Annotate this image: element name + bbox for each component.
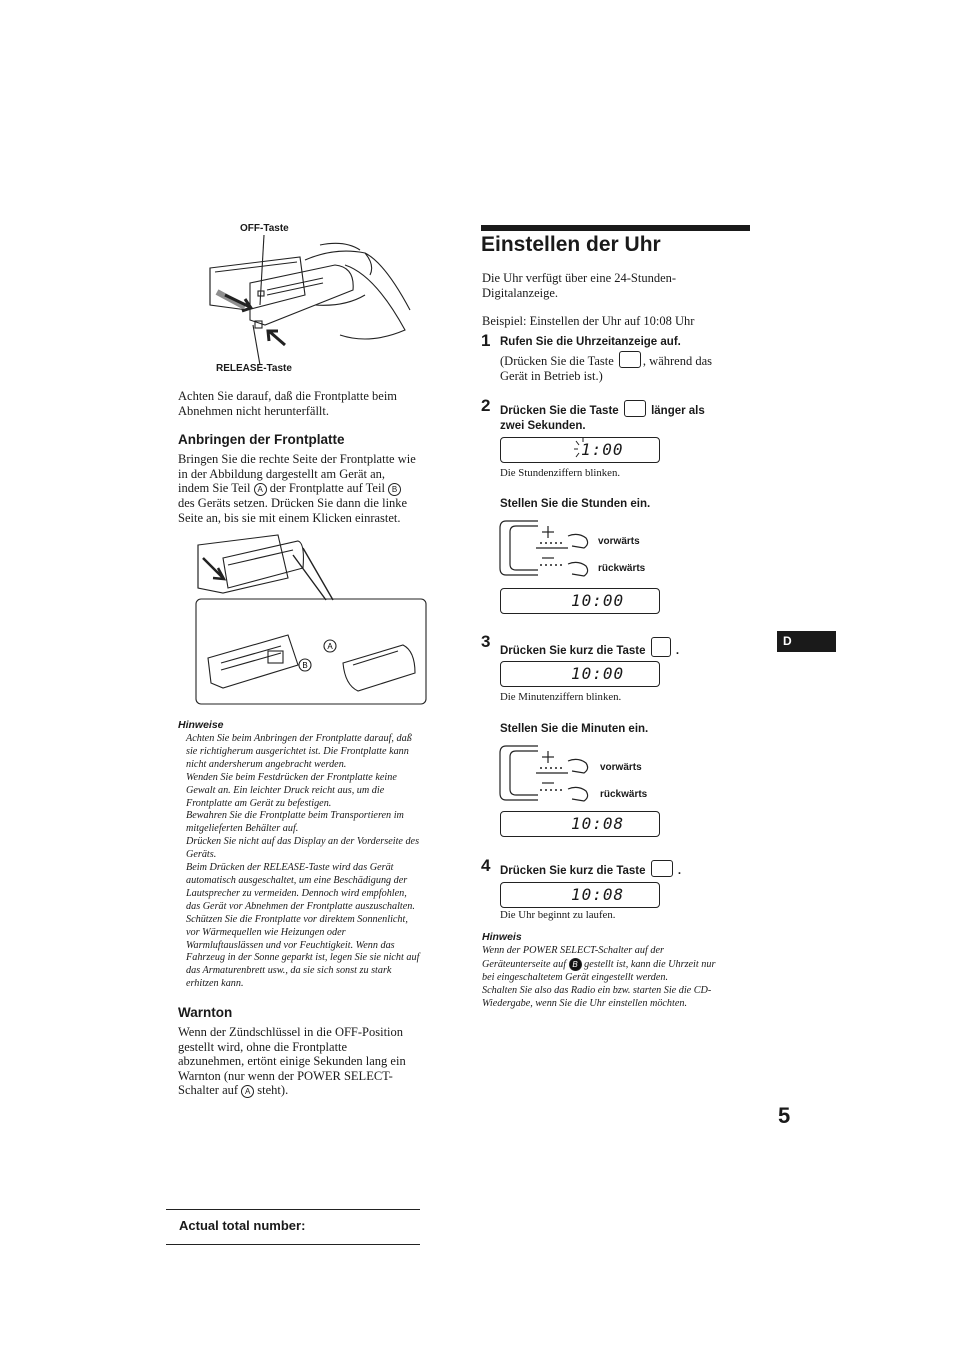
example-line: Beispiel: Einstellen der Uhr auf 10:08 Uhr bbox=[482, 314, 695, 328]
removal-note: Achten Sie darauf, daß die Frontplatte beim Abnehmen nicht herunterfällt. bbox=[178, 389, 398, 418]
enter-key-icon bbox=[651, 637, 671, 657]
hinweis-title: Hinweis bbox=[482, 931, 522, 943]
page-title: Einstellen der Uhr bbox=[481, 233, 661, 256]
hinweise-line: Beim Drücken der RELEASE-Taste wird das Gerät bbox=[186, 862, 394, 874]
hinweise-line: sie richtigherum ausgerichtet ist. Die Frontplatte kann bbox=[186, 745, 409, 757]
caption-minutes-blink: Die Minutenziffern blinken. bbox=[500, 691, 622, 703]
hinweise-line: erhitzen kann. bbox=[186, 978, 244, 990]
step-4-number: 4 bbox=[481, 856, 491, 875]
display-clock-running: 10:08 bbox=[500, 882, 660, 908]
hinweise-line: nicht andersherum angebracht werden. bbox=[186, 758, 347, 770]
hinweis-text: Wenn der POWER SELECT-Schalter auf der Geräteunterseite auf B gestellt ist, kann die Uhrzeit nur bei eingeschaltetem Gerät eingestellt werden. Schalten Sie also das Radio ein bzw. starten Sie die CD- Wiedergabe, wenn Sie die Uhr einstellen möchten. bbox=[482, 945, 716, 1009]
step-3-text: Drücken Sie kurz die Taste . bbox=[500, 637, 679, 659]
display-hours-set: 10:00 bbox=[500, 588, 660, 614]
hinweise-line: Schützen Sie die Frontplatte vor direktem Sonnenlicht, bbox=[186, 913, 408, 925]
hinweise-line: Warmluftauslässen und vor Feuchtigkeit. Wenn das bbox=[186, 939, 395, 951]
footer-rule-top bbox=[166, 1209, 420, 1210]
caption-hours-blink: Die Stundenziffern blinken. bbox=[500, 467, 621, 479]
set-minutes-heading: Stellen Sie die Minuten ein. bbox=[500, 723, 649, 735]
display-minutes-set: 10:08 bbox=[500, 811, 660, 837]
warnton-line: Warnton (nur wenn der POWER SELECT- bbox=[178, 1068, 393, 1083]
step-2-number: 2 bbox=[481, 396, 491, 415]
forward-label-minutes: vorwärts bbox=[600, 762, 642, 773]
step-3-number: 3 bbox=[481, 632, 491, 651]
seek-buttons-minutes-illustration bbox=[498, 743, 593, 805]
attach-paragraph: Bringen Sie die rechte Seite der Frontplatte wie in der Abbildung dargestellt am Gerät an, indem Sie Teil A der Frontplatte auf Teil B des Geräts setzen. Drücken Sie dann die linke Seite an, bis sie mit einem Klicken einrastet. bbox=[178, 452, 416, 525]
warnton-text: Schalter auf bbox=[178, 1083, 239, 1097]
display-minutes-blinking: 10:00 bbox=[500, 661, 660, 687]
hinweise-line: Drücken Sie nicht auf das Display an der Vorderseite des bbox=[186, 836, 420, 848]
circle-b-marker: B bbox=[388, 483, 401, 496]
step-4-text: Drücken Sie kurz die Taste . bbox=[500, 860, 681, 879]
caption-clock-starts: Die Uhr beginnt zu laufen. bbox=[500, 909, 616, 921]
warnton-line: abzunehmen, ertönt einige Sekunden lang ein bbox=[178, 1054, 406, 1068]
step-1-number: 1 bbox=[481, 331, 491, 350]
language-tab: D bbox=[777, 631, 836, 652]
hinweise-line: Bewahren Sie die Frontplatte beim Transportieren im bbox=[186, 810, 404, 822]
circle-b-filled-marker: B bbox=[569, 958, 582, 971]
hinweise-list bbox=[186, 733, 451, 991]
warnton-line: gestellt wird, ohne die Frontplatte bbox=[178, 1039, 348, 1054]
backward-label-hours: rückwärts bbox=[598, 563, 646, 574]
clock-key-icon bbox=[619, 351, 641, 368]
hinweise-line: das Gerät vor Abnehmen der Frontplatte auszuschalten. bbox=[186, 900, 415, 912]
footer-rule-bottom bbox=[166, 1244, 420, 1245]
hinweise-line: Wenden Sie beim Festdrücken der Frontplatte keine bbox=[186, 771, 397, 783]
hinweise-line: mitgelieferten Behälter auf. bbox=[186, 823, 299, 835]
seek-buttons-hours-illustration bbox=[498, 518, 593, 580]
hinweise-line: Lautsprecher zu vermeiden. Dennoch wird empfohlen, bbox=[186, 887, 407, 899]
hinweise-line: vor Wärmequellen wie Heizungen oder bbox=[186, 926, 346, 938]
display-hours-blinking: 1:00 bbox=[500, 437, 660, 463]
footer-label: Actual total number: bbox=[179, 1218, 306, 1233]
warnton-heading: Warnton bbox=[178, 1005, 233, 1020]
part-a-marker: A bbox=[327, 642, 333, 651]
hinweise-line: Achten Sie beim Anbringen der Frontplatte darauf, daß bbox=[186, 733, 412, 744]
page-number: 5 bbox=[778, 1103, 791, 1128]
hinweise-line: automatisch ausgeschaltet, um eine Beschädigung der bbox=[186, 874, 408, 886]
circle-a-marker: A bbox=[241, 1085, 254, 1098]
warnton-line bbox=[178, 1083, 458, 1098]
step-1-detail: (Drücken Sie die Taste , während das Gerät in Betrieb ist.) bbox=[500, 351, 750, 383]
step-2-text: Drücken Sie die Taste länger als zwei Sekunden. bbox=[500, 400, 705, 434]
intro-paragraph: Die Uhr verfügt über eine 24-Stunden- Digitalanzeige. bbox=[482, 271, 677, 300]
warnton-line: Wenn der Zündschlüssel in die OFF-Position bbox=[178, 1025, 404, 1039]
hinweise-title: Hinweise bbox=[178, 719, 224, 731]
release-key-label: RELEASE-Taste bbox=[216, 363, 292, 374]
front-panel-removal-illustration bbox=[205, 235, 420, 370]
hinweise-line: Frontplatte am Gerät zu befestigen. bbox=[186, 797, 332, 809]
warnton-text: steht). bbox=[257, 1083, 289, 1097]
hinweise-line: Gewalt an. Ein leichter Druck reicht aus, um die bbox=[186, 784, 385, 796]
title-rule bbox=[481, 225, 750, 231]
hinweise-line: Geräts. bbox=[186, 849, 217, 861]
part-b-marker: B bbox=[302, 661, 308, 670]
backward-label-minutes: rückwärts bbox=[600, 789, 648, 800]
hinweise-line: Fahrzeug in der Sonne geparkt ist, legen Sie sie nicht auf bbox=[186, 952, 420, 964]
attach-heading: Anbringen der Frontplatte bbox=[178, 432, 345, 447]
clock-key-icon bbox=[624, 400, 646, 417]
blink-rays-icon bbox=[572, 437, 594, 463]
off-key-label: OFF-Taste bbox=[240, 223, 289, 234]
forward-label-hours: vorwärts bbox=[598, 536, 640, 547]
front-panel-attach-illustration bbox=[193, 533, 433, 708]
set-hours-heading: Stellen Sie die Stunden ein. bbox=[500, 498, 651, 510]
circle-a-marker: A bbox=[254, 483, 267, 496]
hinweise-line: das Armaturenbrett usw., da sie sich sonst zu stark bbox=[186, 965, 392, 977]
step-1-heading: Rufen Sie die Uhrzeitanzeige auf. bbox=[500, 336, 681, 348]
warnton-paragraph bbox=[178, 1025, 458, 1098]
clock-key-icon bbox=[651, 860, 673, 877]
